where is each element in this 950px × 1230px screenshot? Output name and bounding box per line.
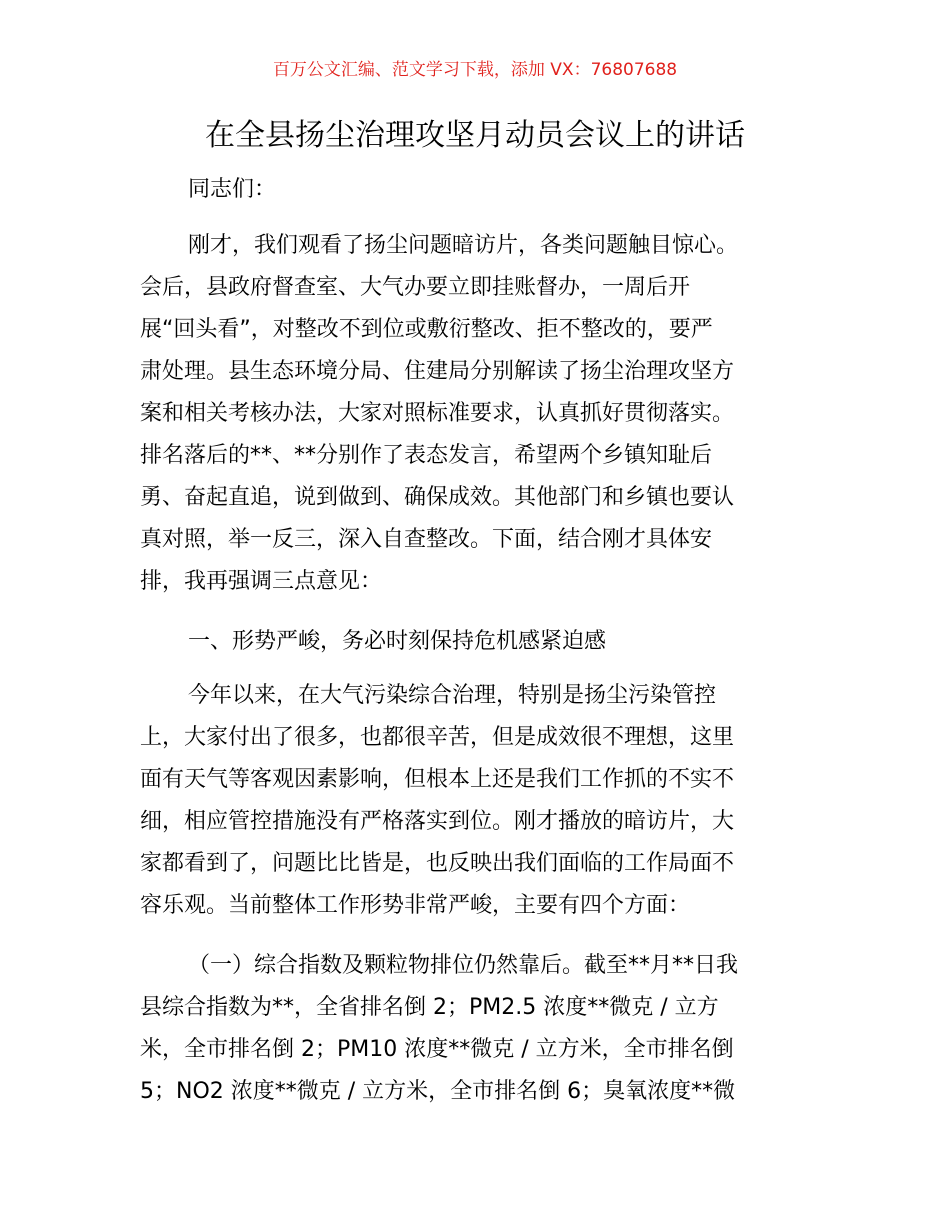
body-line: 5；NO2 浓度**微克 / 立方米，全市排名倒 6；臭氧浓度**微 [140, 1079, 736, 1104]
body-line: 上，大家付出了很多，也都很辛苦，但是成效很不理想，这里 [140, 725, 735, 750]
body-line: 米，全市排名倒 2；PM10 浓度**微克 / 立方米，全市排名倒 [140, 1037, 734, 1062]
header-banner: 百万公文汇编、范文学习下载，添加 VX：76807688 [272, 60, 678, 80]
body-line: 县综合指数为**，全省排名倒 2；PM2.5 浓度**微克 / 立方 [140, 995, 719, 1020]
body-line: 细，相应管控措施没有严格落实到位。刚才播放的暗访片，大 [140, 809, 735, 834]
body-line: 会后，县政府督查室、大气办要立即挂账督办，一周后开 [140, 275, 691, 300]
body-line: 刚才，我们观看了扬尘问题暗访片，各类问题触目惊心。 [188, 233, 739, 258]
body-line: 肃处理。县生态环境分局、住建局分别解读了扬尘治理攻坚方 [140, 359, 735, 384]
body-line: 勇、奋起直追，说到做到、确保成效。其他部门和乡镇也要认 [140, 485, 735, 510]
body-line: 案和相关考核办法，大家对照标准要求，认真抓好贯彻落实。 [140, 401, 735, 426]
body-line: 今年以来，在大气污染综合治理，特别是扬尘污染管控 [188, 683, 717, 708]
body-line: （一）综合指数及颗粒物排位仍然靠后。截至**月**日我 [188, 953, 739, 978]
document-title: 在全县扬尘治理攻坚月动员会议上的讲话 [205, 118, 745, 153]
section-heading: 一、形势严峻，务必时刻保持危机感紧迫感 [188, 629, 607, 654]
salutation-line: 同志们： [188, 177, 277, 202]
body-line: 排，我再强调三点意见： [140, 569, 383, 594]
body-line: 家都看到了，问题比比皆是，也反映出我们面临的工作局面不 [140, 851, 735, 876]
body-line: 排名落后的**、**分别作了表态发言，希望两个乡镇知耻后 [140, 443, 713, 468]
body-line: 真对照，举一反三，深入自查整改。下面，结合刚才具体安 [140, 527, 713, 552]
body-line: 展“回头看”，对整改不到位或敷衍整改、拒不整改的，要严 [140, 317, 713, 342]
body-line: 容乐观。当前整体工作形势非常严峻，主要有四个方面： [140, 893, 691, 918]
body-line: 面有天气等客观因素影响，但根本上还是我们工作抓的不实不 [140, 767, 735, 792]
